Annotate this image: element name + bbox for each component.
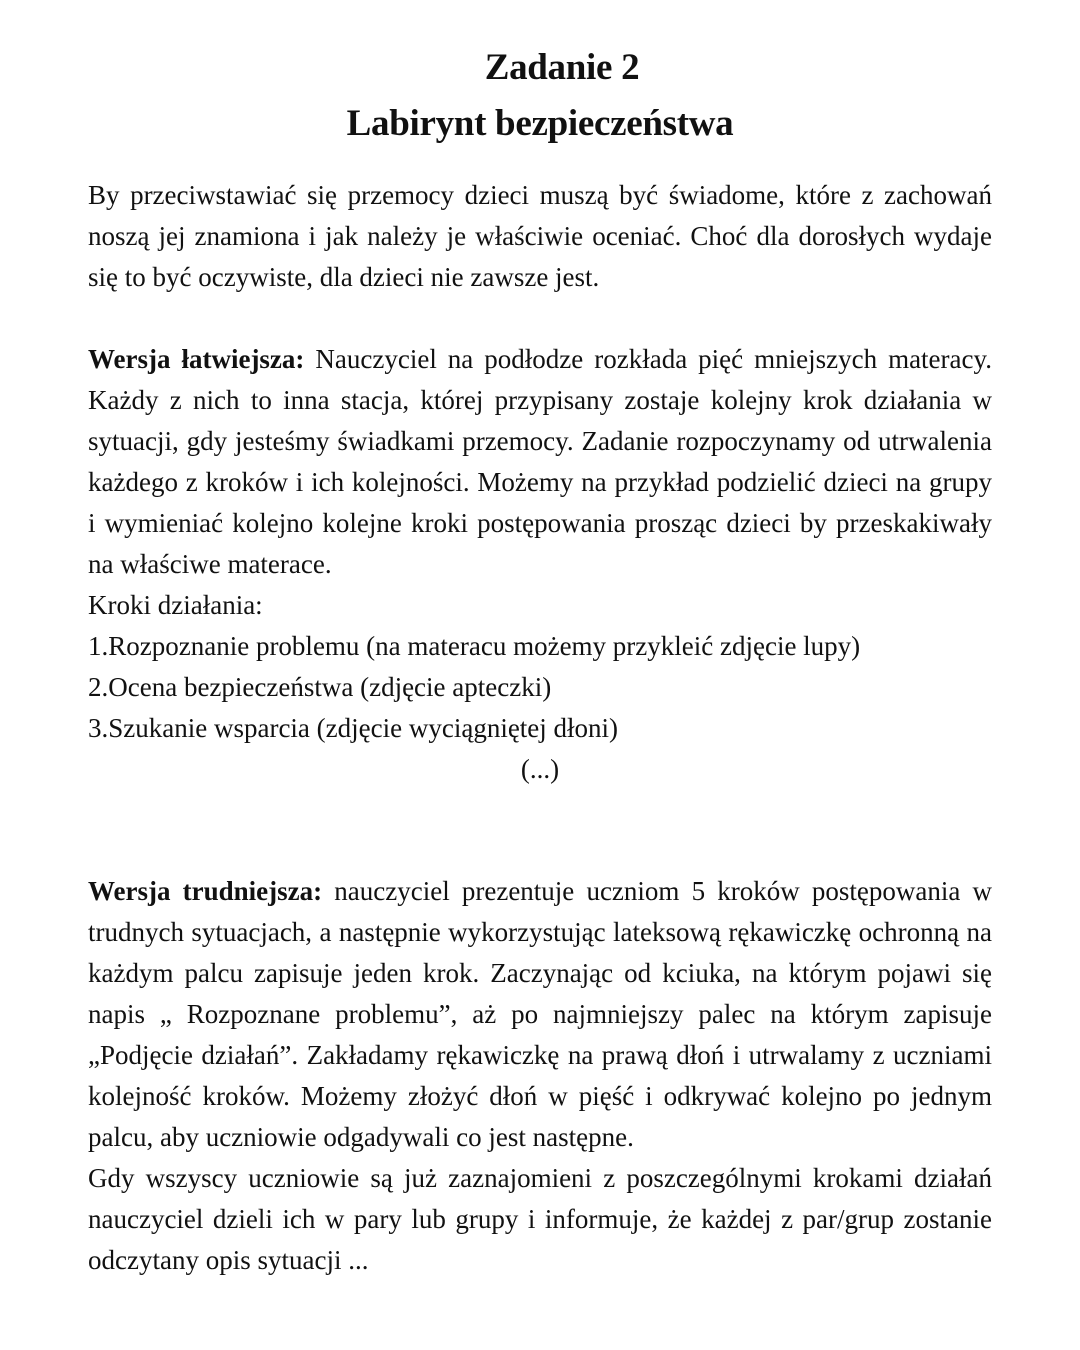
intro-section [88, 175, 992, 298]
hard-version-section [88, 871, 992, 1281]
hard-version-paragraph-2: Gdy wszyscy uczniowie są już zaznajomieni z poszczególnymi krokami działań nauczyciel dzieli ich w pary lub grupy i informuje, że każdej z par/grup zostanie odczytany opis sytuacji ... [88, 1163, 992, 1275]
task-subtitle: Labirynt bezpieczeństwa [346, 103, 734, 144]
easy-version-label: Wersja łatwiejsza: [88, 344, 305, 374]
ellipsis: (...) [520, 754, 560, 784]
step-item: 3.Szukanie wsparcia (zdjęcie wyciągniętej dłoni) [88, 713, 619, 743]
task-title: Zadanie 2 [484, 47, 640, 88]
easy-version-text: Nauczyciel na podłodze rozkłada pięć mniejszych materacy. Każdy z nich to inna stacja, której przypisany zostaje kolejny krok działania w sytuacji, gdy jesteśmy świadkami przemocy. Zadanie rozpoczynamy od utrwalenia każdego z kroków i ich kolejności. Możemy na przykład podzielić dzieci na grupy i wymieniać kolejno kolejne kroki postępowania prosząc dzieci by przeskakiwały na właściwe materace. [88, 344, 992, 579]
step-item: 1.Rozpoznanie problemu (na materacu możemy przykleić zdjęcie lupy) [88, 631, 861, 661]
hard-version-text: nauczyciel prezentuje uczniom 5 kroków postępowania w trudnych sytuacjach, a następnie wykorzystując lateksową rękawiczkę ochronną na każdym palcu zapisuje jeden krok. Zaczynając od kciuka, na którym pojawi się napis „ Rozpoznane problemu”, aż po najmniejszy palec na którym zapisuje „Podjęcie działań”. Zakładamy rękawiczkę na prawą dłoń i utrwalamy z uczniami kolejność kroków. Możemy złożyć dłoń w pięść i odkrywać kolejno po jednym palcu, aby uczniowie odgadywali co jest następne. [88, 876, 992, 1152]
easy-version-paragraph [88, 339, 992, 585]
step-item: 2.Ocena bezpieczeństwa (zdjęcie apteczki) [88, 672, 552, 702]
easy-version-section [88, 339, 992, 790]
steps-heading: Kroki działania: [88, 590, 263, 620]
hard-version-paragraph [88, 871, 992, 1158]
intro-paragraph: By przeciwstawiać się przemocy dzieci muszą być świadome, które z zachowań noszą jej znamiona i jak należy je właściwie oceniać. Choć dla dorosłych wydaje się to być oczywiste, dla dzieci nie zawsze jest. [88, 180, 992, 292]
hard-version-label: Wersja trudniejsza: [88, 876, 323, 906]
